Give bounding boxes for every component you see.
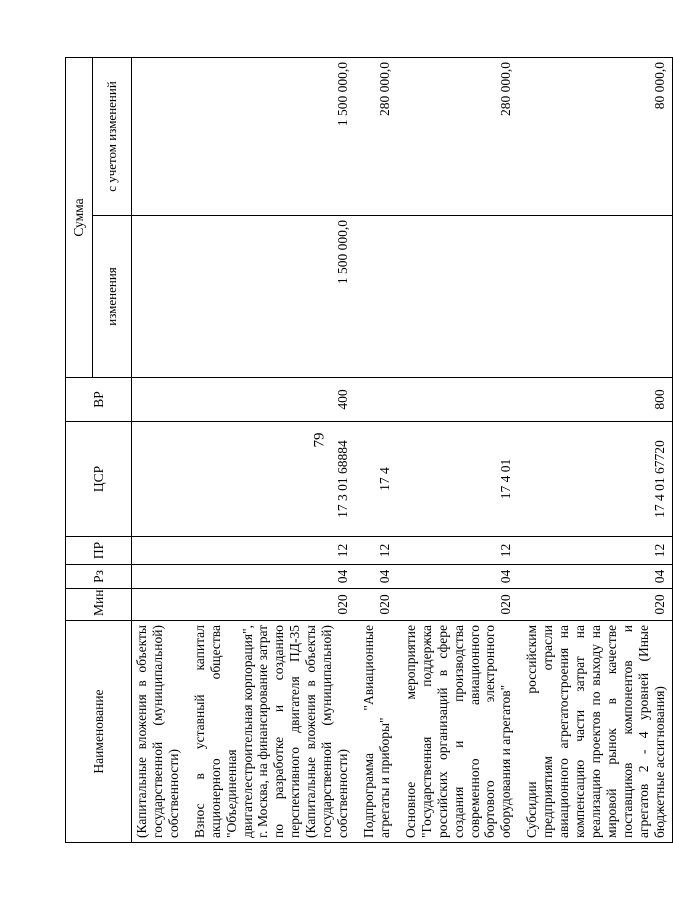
header-sum: Сумма: [66, 57, 93, 377]
cell-changes: [132, 216, 186, 378]
header-name: Наименование: [66, 621, 132, 843]
table-row: [186, 57, 355, 842]
header-min: Мин: [66, 589, 132, 621]
cell-pr: 12: [186, 537, 355, 565]
cell-min: 020: [397, 589, 518, 621]
cell-name: Взнос в уставный капитал акционерного общества "Объединенная двигателестроительная корпорация", г. Москва, на финансирование затрат по разработке и созданию перспективного двигателя ПД-35 (Капитальные вложения в объекты государственной (муниципальной) собственности): [186, 621, 355, 843]
header-changes: изменения: [93, 216, 132, 378]
cell-csr: 17 4 01 67720: [518, 422, 672, 537]
cell-rz: [132, 565, 186, 589]
cell-rz: 04: [518, 565, 672, 589]
cell-csr: 17 3 01 68884: [186, 422, 355, 537]
cell-vr: [132, 378, 186, 422]
cell-csr: 17 4: [355, 422, 397, 537]
cell-changes: [397, 216, 518, 378]
page-number: 79: [311, 432, 328, 448]
table-row: [518, 57, 672, 842]
header-with-changes: с учетом изменений: [93, 57, 132, 215]
cell-csr: 17 4 01: [397, 422, 518, 537]
header-vr: ВР: [66, 378, 132, 422]
cell-changes: [518, 216, 672, 378]
cell-name: (Капитальные вложения в объекты государственной (муниципальной) собственности): [132, 621, 186, 843]
cell-name: Основное мероприятие "Государственная поддержка российских организаций в сфере создания и производства современного авиационного бортового электронного оборудования и агрегатов": [397, 621, 518, 843]
cell-changes: 1 500 000,0: [186, 216, 355, 378]
cell-csr: [132, 422, 186, 537]
cell-min: 020: [518, 589, 672, 621]
cell-min: 020: [355, 589, 397, 621]
cell-pr: 12: [397, 537, 518, 565]
header-rz: Рз: [66, 565, 132, 589]
cell-min: 020: [186, 589, 355, 621]
cell-pr: 12: [355, 537, 397, 565]
cell-with-changes: 80 000,0: [518, 57, 672, 215]
cell-with-changes: [132, 57, 186, 215]
cell-changes: [355, 216, 397, 378]
cell-rz: 04: [397, 565, 518, 589]
table-row: [397, 57, 518, 842]
cell-rz: 04: [186, 565, 355, 589]
cell-name: Подпрограмма "Авиационные агрегаты и приборы": [355, 621, 397, 843]
table-row: [132, 57, 186, 842]
cell-vr: 800: [518, 378, 672, 422]
rotated-page-content: [65, 58, 667, 843]
cell-vr: [355, 378, 397, 422]
cell-pr: [132, 537, 186, 565]
header-csr: ЦСР: [66, 422, 132, 537]
cell-vr: [397, 378, 518, 422]
cell-pr: 12: [518, 537, 672, 565]
cell-min: [132, 589, 186, 621]
cell-name: Субсидии российским предприятиям отрасли авиационного агрегатостроения на компенсацию части затрат на реализацию проектов по выходу на мировой рынок в качестве поставщиков компонентов и агрегатов 2 - 4 уровней (Иные бюджетные ассигнования): [518, 621, 672, 843]
header-pr: ПР: [66, 537, 132, 565]
budget-table: [65, 57, 673, 843]
cell-rz: 04: [355, 565, 397, 589]
table-row: [355, 57, 397, 842]
cell-with-changes: 280 000,0: [355, 57, 397, 215]
cell-with-changes: 280 000,0: [397, 57, 518, 215]
cell-with-changes: 1 500 000,0: [186, 57, 355, 215]
cell-vr: 400: [186, 378, 355, 422]
